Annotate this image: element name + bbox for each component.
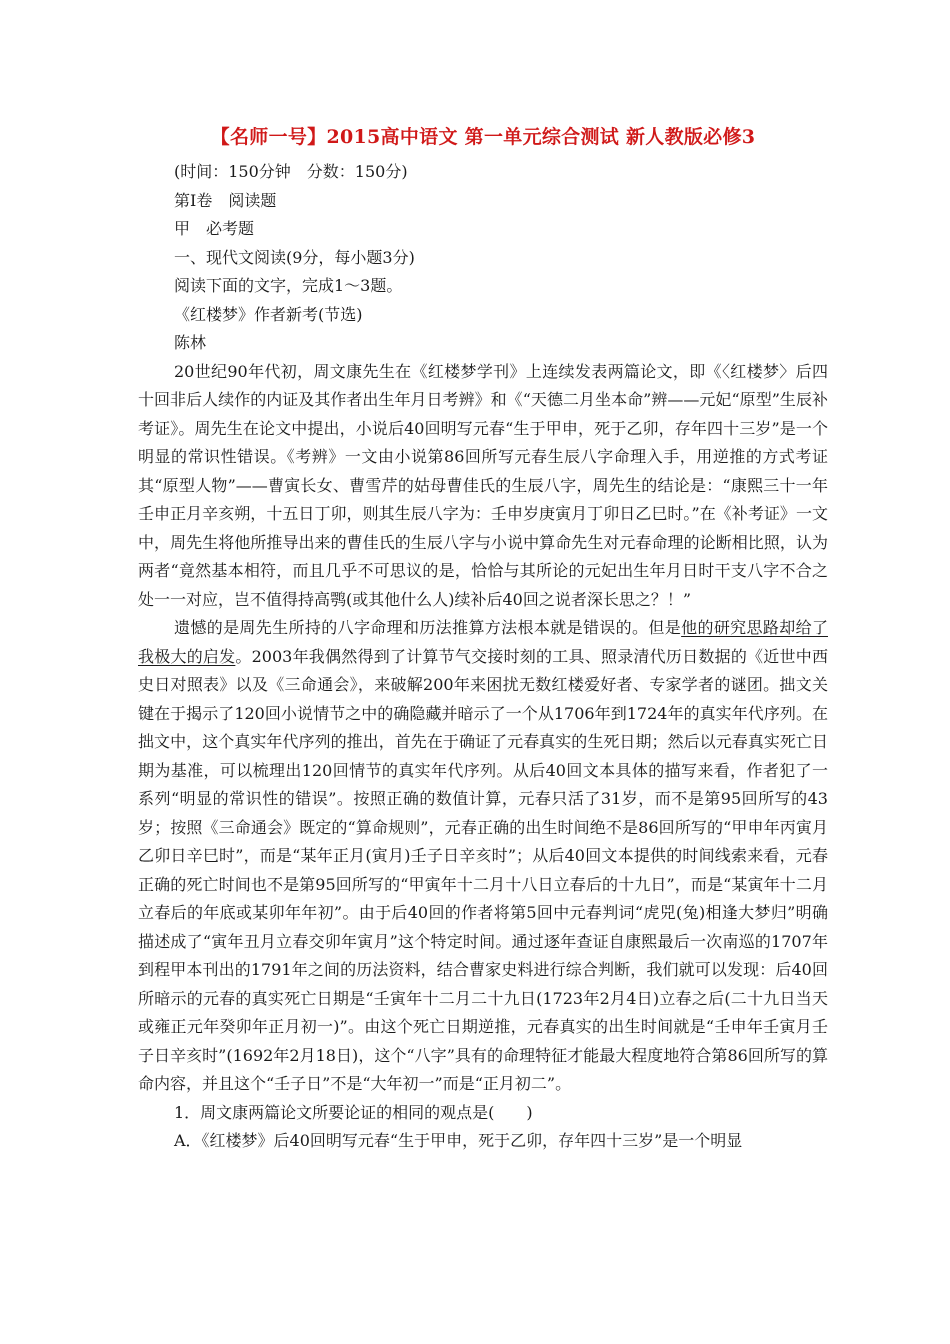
paragraph-2-text-after: 。2003年我偶然得到了计算节气交接时刻的工具、照录清代历日数据的《近世中西史日对照表》以及《三命通会》，来破解200年来困扰无数红楼爱好者、专家学者的谜团。拙文关键在于揭示了120回小说情节之中的确隐藏并暗示了一个从1706年到1724年的真实年代序列。在拙文中，这个真实年代序列的推出，首先在于确证了元春真实的生死日期；然后以元春真实死亡日期为基准，可以梳理出120回情节的真实年代序列。从后40回文本具体的描写来看，作者犯了一系列“明显的常识性的错误”。按照正确的数值计算，元春只活了31岁，而不是第95回所写的43岁；按照《三命通会》既定的“算命规则”，元春正确的出生时间绝不是86回所写的“甲申年丙寅月乙卯日辛巳时”，而是“某年正月(寅月)壬子日辛亥时”；从后40回文本提供的时间线索来看，元春正确的死亡时间也不是第95回所写的“甲寅年十二月十八日立春后的十九日”，而是“某寅年十二月立春后的年底或某卯年年初”。由于后40回的作者将第5回中元春判词“虎兕(兔)相逢大梦归”明确描述成了“寅年丑月立春交卯年寅月”这个特定时间。通过逐年查证自康熙最后一次南巡的1707年到程甲本刊出的1791年之间的历法资料，结合曹家史料进行综合判断，我们就可以发现：后40回所暗示的元春的真实死亡日期是“壬寅年十二月二十九日(1723年2月4日)立春之后(二十九日当天或雍正元年癸卯年正月初一)”。由这个死亡日期逆推，元春真实的出生时间就是“壬申年壬寅月壬子日辛亥时”(1692年2月18日)，这个“八字”具有的命理特征才能最大程度地符合第86回所写的算命内容，并且这个“壬子日”不是“大年初一”而是“正月初二”。 xyxy=(138,646,828,1093)
reading-instruction: 阅读下面的文字，完成1～3题。 xyxy=(174,276,403,295)
section-a-heading: 甲 必考题 xyxy=(174,219,255,238)
underlined-phrase: 他的研究思路却给了我极大的启发 xyxy=(138,618,828,666)
section-1-heading: 一、现代文阅读(9分，每小题3分) xyxy=(174,247,415,267)
article-paragraph-1: 20世纪90年代初，周文康先生在《红楼梦学刊》上连续发表两篇论文，即《〈红楼梦〉后四十回非后人续作的内证及其作者出生年月日考辨》和《“天德二月坐本命”辨——元妃“原型”生辰补考证》。周先生在论文中提出，小说后40回明写元春“生于甲申，死于乙卯，存年四十三岁”是一个明显的常识性错误。《考辨》一文由小说第86回所写元春生辰八字命理入手，用逆推的方式考证其“原型人物”——曹寅长女、曹雪芹的姑母曹佳氏的生辰八字，周先生的结论是：“康熙三十一年壬申正月辛亥朔，十五日丁卯，则其生辰八字为：壬申岁庚寅月丁卯日乙巳时。”在《补考证》一文中，周先生将他所推导出来的曹佳氏的生辰八字与小说中算命先生对元春命理的论断相比照，认为两者“竟然基本相符，而且几乎不可思议的是，恰恰与其所论的元妃出生年月日时干支八字不合之处一一对应，岂不值得持高鹗(或其他什么人)续补后40回之说者深长思之？！” xyxy=(138,361,828,609)
document-page xyxy=(138,120,828,1156)
volume-heading: 第Ⅰ卷 阅读题 xyxy=(174,190,277,210)
article-paragraph-2 xyxy=(138,614,828,1099)
article-title: 《红楼梦》作者新考(节选) xyxy=(174,304,363,324)
document-title: 【名师一号】2015高中语文 第一单元综合测试 新人教版必修3 xyxy=(210,126,756,148)
article-author: 陈林 xyxy=(174,333,207,352)
exam-time-score: (时间：150分钟 分数：150分) xyxy=(174,162,408,181)
paragraph-2-text-before: 遗憾的是周先生所持的八字命理和历法推算方法根本就是错误的。但是 xyxy=(174,618,682,637)
question-1-option-a: A．《红楼梦》后40回明写元春“生于甲申，死于乙卯，存年四十三岁”是一个明显 xyxy=(174,1131,743,1150)
question-1: 1．周文康两篇论文所要论证的相同的观点是( ) xyxy=(174,1102,533,1122)
